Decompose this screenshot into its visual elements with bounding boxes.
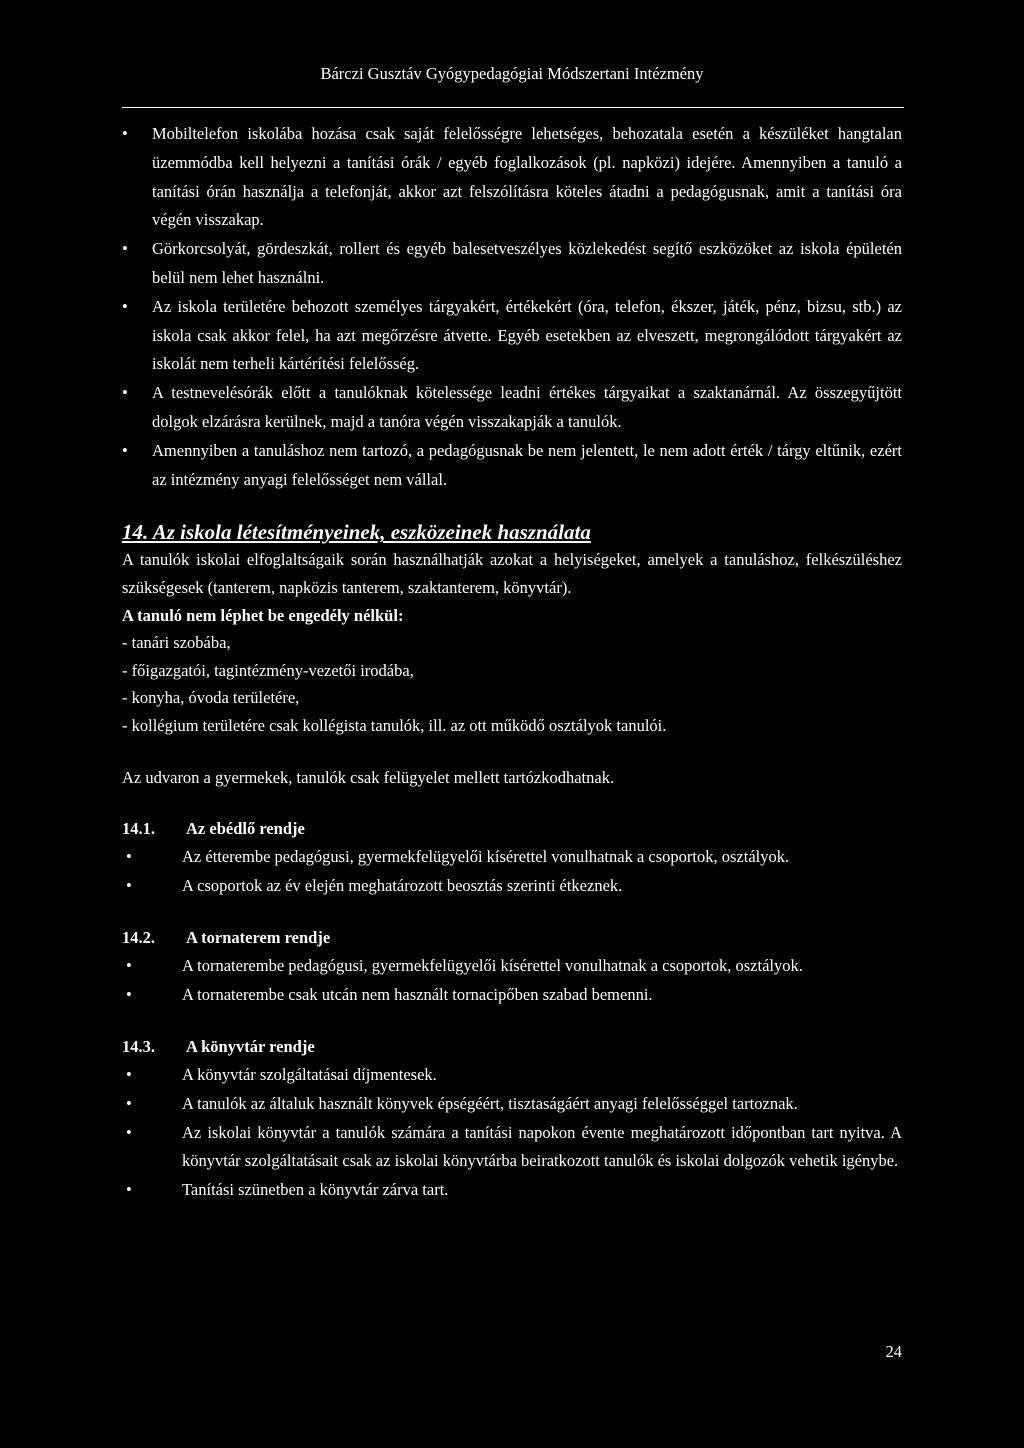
- restriction-heading: A tanuló nem léphet be engedély nélkül:: [122, 605, 404, 625]
- subsection-title: Az ebédlő rendje: [186, 819, 305, 839]
- subsection-heading: [122, 924, 902, 952]
- rule-item: • Görkorcsolyát, gördeszkát, rollert és egyéb balesetveszélyes közlekedést segítő eszközöket az iskola épületén belül nem lehet használni.: [122, 235, 902, 293]
- subsection-heading: [122, 1033, 902, 1061]
- list-item: • A tanulók az általuk használt könyvek épségéért, tisztaságáért anyagi felelősséggel tartoznak.: [122, 1090, 902, 1119]
- header-divider: [122, 107, 904, 108]
- restriction-item: - konyha, óvoda területére,: [122, 688, 300, 708]
- list-item: • A tornaterembe pedagógusi, gyermekfelügyelői kísérettel vonulhatnak a csoportok, osztályok.: [122, 952, 902, 981]
- list-item: • A tornaterembe csak utcán nem használt tornacipőben szabad bemenni.: [122, 981, 902, 1010]
- rule-item: • Az iskola területére behozott személyes tárgyakért, értékekért (óra, telefon, ékszer, játék, pénz, bizsu, stb.) az iskola csak akkor felel, ha azt megőrzésre átvette. Egyéb esetekben az elveszett, megrongálódott tárgyakért az iskolát nem terheli kártérítési felelősség.: [122, 293, 902, 379]
- restriction-item: - főigazgatói, tagintézmény-vezetői irodába,: [122, 660, 414, 680]
- page-header: Bárczi Gusztáv Gyógypedagógiai Módszertani Intézmény: [320, 64, 704, 83]
- subsection-library: [122, 1033, 902, 1204]
- subsection-list: [122, 952, 902, 1009]
- list-item: • Az iskolai könyvtár a tanulók számára a tanítási napokon évente meghatározott időpontban tart nyitva. A könyvtár szolgáltatásait csak az iskolai könyvtárba beiratkozott tanulók és iskolai dolgozók vehetik igénybe.: [122, 1119, 902, 1176]
- subsection-number: 14.1.: [122, 819, 155, 839]
- subsection-title: A könyvtár rendje: [186, 1037, 315, 1057]
- section-heading: 14. Az iskola létesítményeinek, eszközeinek használata: [122, 520, 591, 545]
- list-item: • A könyvtár szolgáltatásai díjmentesek.: [122, 1061, 902, 1090]
- rules-list: [122, 120, 902, 494]
- subsection-dining: [122, 815, 902, 900]
- yard-note: Az udvaron a gyermekek, tanulók csak felügyelet mellett tartózkodhatnak.: [122, 767, 615, 787]
- rule-item: • Mobiltelefon iskolába hozása csak saját felelősségre lehetséges, behozatala esetén a készüléket hangtalan üzemmódba kell helyezni a tanítási órák / egyéb foglalkozások (pl. napközi) idejére. Amennyiben a tanuló a tanítási órán használja a telefonját, akkor azt felszólításra köteles átadni a pedagógusnak, amit a tanítási óra végén visszakap.: [122, 120, 902, 235]
- subsection-heading: [122, 815, 902, 843]
- list-item: • Tanítási szünetben a könyvtár zárva tart.: [122, 1176, 902, 1205]
- subsection-list: [122, 843, 902, 900]
- subsection-number: 14.2.: [122, 928, 155, 948]
- subsection-number: 14.3.: [122, 1037, 155, 1057]
- section-intro: A tanulók iskolai elfoglaltságaik során használhatják azokat a helyiségeket, amelyek a tanuláshoz, felkészüléshez szükségesek (tanterem, napközis tanterem, szaktanterem, könyvtár).: [122, 550, 902, 597]
- restriction-item: - kollégium területére csak kollégista tanulók, ill. az ott működő osztályok tanulói.: [122, 715, 667, 735]
- rule-item: • Amennyiben a tanuláshoz nem tartozó, a pedagógusnak be nem jelentett, le nem adott érték / tárgy eltűnik, ezért az intézmény anyagi felelősséget nem vállal.: [122, 437, 902, 495]
- rule-item: • A testnevelésórák előtt a tanulóknak kötelessége leadni értékes tárgyaikat a szaktanárnál. Az összegyűjtött dolgok elzárásra kerülnek, majd a tanóra végén visszakapják a tanulók.: [122, 379, 902, 437]
- subsection-title: A tornaterem rendje: [186, 928, 331, 948]
- subsection-list: [122, 1061, 902, 1204]
- restriction-item: - tanári szobába,: [122, 633, 231, 653]
- page-body: [122, 120, 902, 1204]
- list-item: • A csoportok az év elején meghatározott beosztás szerinti étkeznek.: [122, 872, 902, 901]
- page-number: 24: [885, 1342, 902, 1361]
- subsection-gym: [122, 924, 902, 1009]
- list-item: • Az étterembe pedagógusi, gyermekfelügyelői kísérettel vonulhatnak a csoportok, osztályok.: [122, 843, 902, 872]
